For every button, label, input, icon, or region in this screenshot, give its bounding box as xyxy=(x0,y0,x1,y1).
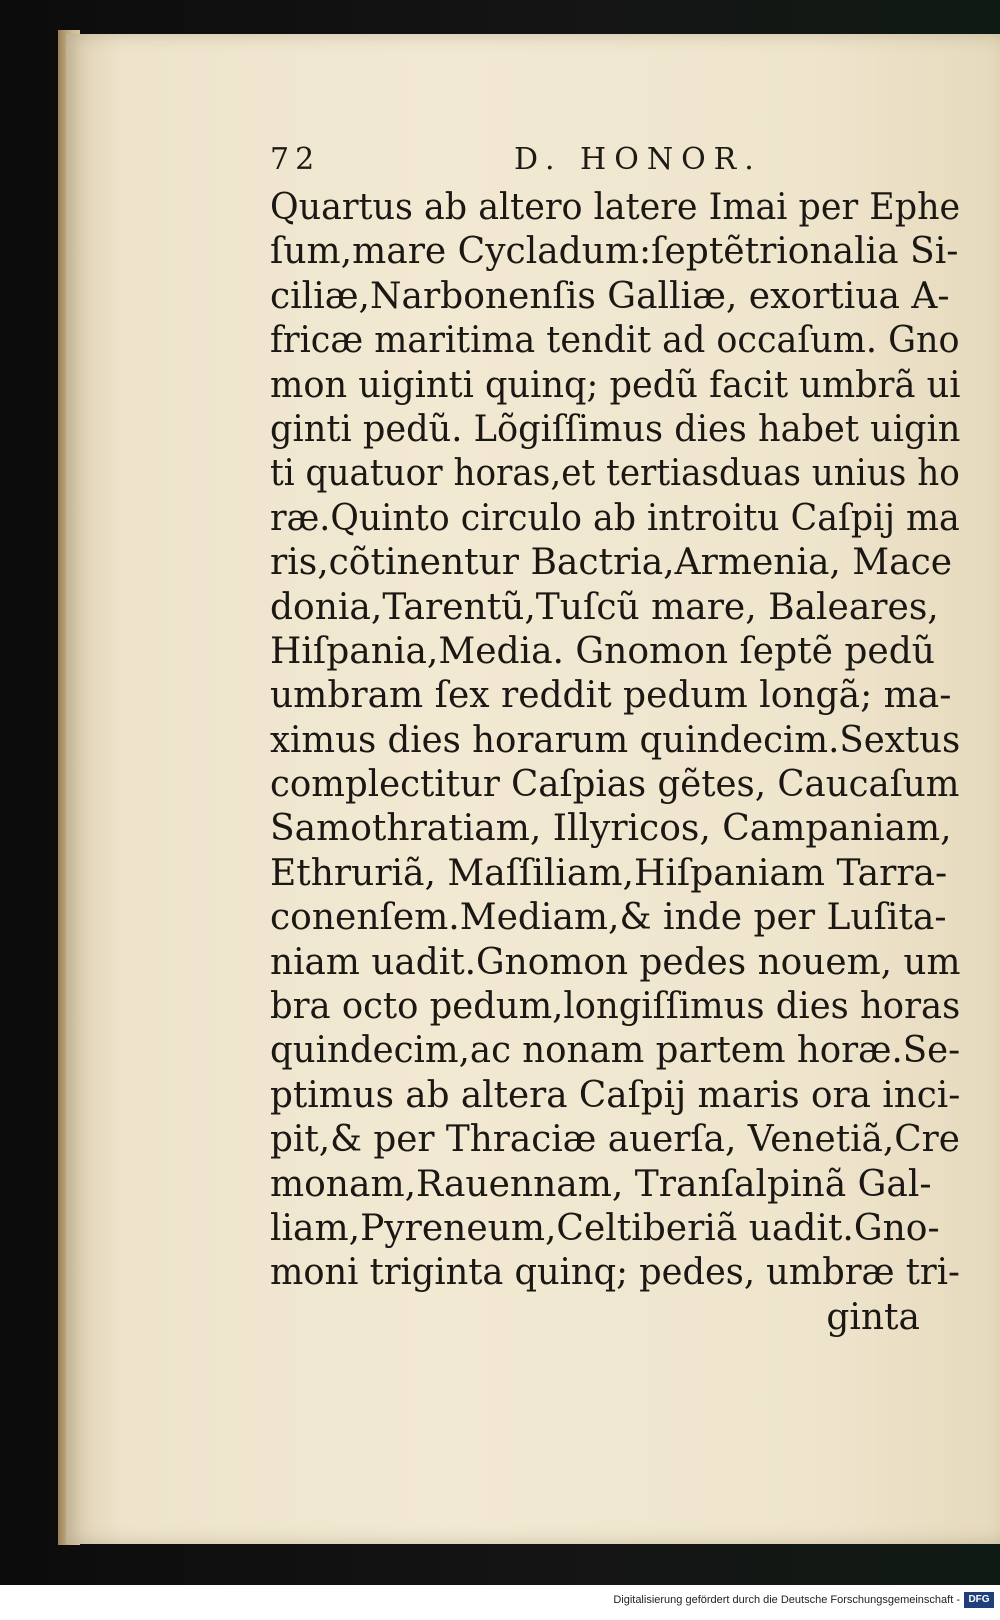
text-line: ginti pedũ. Lõgiſſimus dies habet uigin xyxy=(270,408,961,450)
text-line: quindecim,ac nonam partem horæ.Se- xyxy=(270,1030,961,1072)
running-title: D. HONOR. xyxy=(514,142,762,177)
text-line: liam,Pyreneum,Celtiberiã uadit.Gno- xyxy=(270,1207,940,1249)
text-line: ximus dies horarum quindecim.Sextus xyxy=(270,719,961,761)
text-line: Hiſpania,Media. Gnomon ſeptẽ pedũ xyxy=(270,630,935,672)
text-line: niam uadit.Gnomon pedes nouem, um xyxy=(270,941,961,983)
text-line: mon uiginti quinq; pedũ facit umbrã ui xyxy=(270,364,961,406)
dfg-logo-icon: DFG xyxy=(964,1592,994,1608)
text-line: Quartus ab altero latere Imai per Ephe xyxy=(270,187,961,228)
page-header xyxy=(270,142,770,182)
text-line: ptimus ab altera Caſpij maris ora inci- xyxy=(270,1074,961,1116)
text-line: ris,cõtinentur Bactria,Armenia, Mace xyxy=(270,542,953,584)
text-line: monam,Rauennam, Tranſalpinã Gal- xyxy=(270,1163,932,1205)
text-line: Samothratiam, Illyricos, Campaniam, xyxy=(270,808,952,850)
text-line: ciliæ,Narbonenſis Galliæ, exortiua A- xyxy=(270,275,950,317)
folio-number: 72 xyxy=(270,142,321,177)
text-line: ſum,mare Cycladum:ſeptẽtrionalia Si- xyxy=(270,231,959,273)
funding-credit: Digitalisierung gefördert durch die Deutsche Forschungsgemeinschaft - xyxy=(613,1594,960,1606)
body-text xyxy=(270,186,960,1340)
text-line: ti quatuor horas,et tertiasduas unius ho xyxy=(270,453,960,495)
text-line: fricæ maritima tendit ad occaſum. Gno xyxy=(270,320,960,362)
text-line: pit,& per Thraciæ auerſa, Venetiã,Cre xyxy=(270,1119,960,1161)
text-line: conenſem.Mediam,& inde per Luſita- xyxy=(270,897,947,939)
text-line: bra octo pedum,longiſſimus dies horas xyxy=(270,986,961,1028)
text-line: Ethruriã, Maſſiliam,Hiſpaniam Tarra- xyxy=(270,852,948,894)
text-line: moni triginta quinq; pedes, umbræ tri- xyxy=(270,1252,960,1294)
text-line: ræ.Quinto circulo ab introitu Caſpij ma xyxy=(270,497,960,539)
text-line: complectitur Caſpias gẽtes, Caucaſum xyxy=(270,764,960,806)
catchword: ginta xyxy=(826,1296,920,1338)
footer-bar xyxy=(0,1585,1000,1620)
text-line: donia,Tarentũ,Tuſcũ mare, Baleares, xyxy=(270,586,939,628)
text-line: umbram ſex reddit pedum longã; ma- xyxy=(270,675,952,717)
